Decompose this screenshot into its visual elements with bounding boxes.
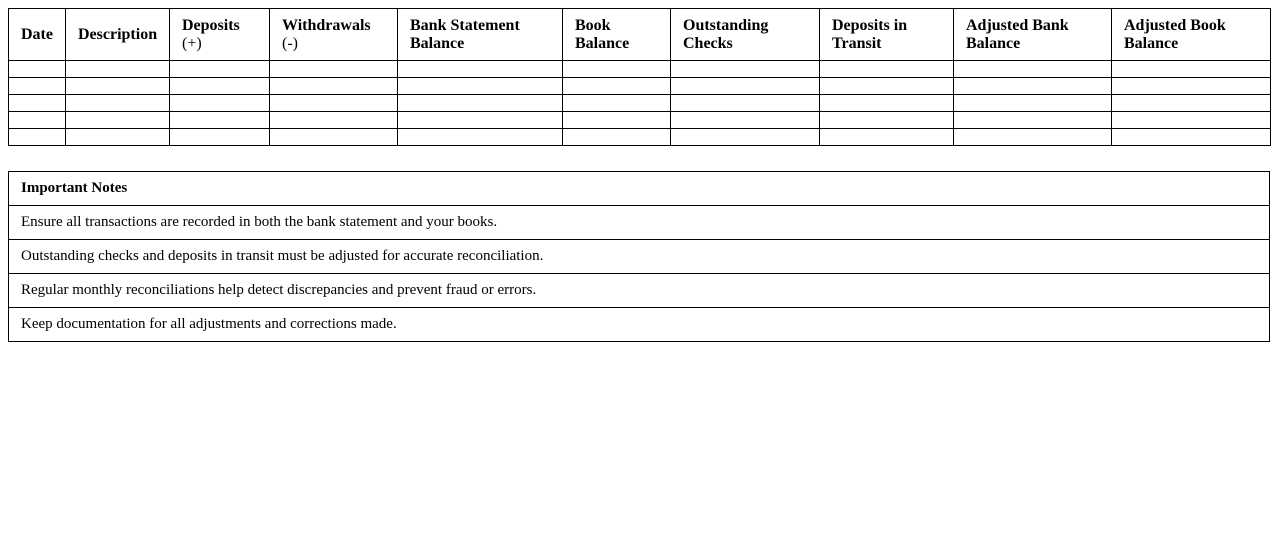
table-cell[interactable] bbox=[270, 112, 398, 129]
header-adjusted-bank-balance-line1: Adjusted Bank bbox=[966, 16, 1069, 34]
table-cell[interactable] bbox=[1112, 129, 1271, 146]
header-book-balance-line1: Book bbox=[575, 16, 611, 34]
note-item: Regular monthly reconciliations help detect discrepancies and prevent fraud or errors. bbox=[9, 274, 1270, 308]
table-cell[interactable] bbox=[270, 95, 398, 112]
header-bank-statement-balance-line1: Bank Statement bbox=[410, 16, 520, 34]
header-book-balance-line2: Balance bbox=[575, 34, 630, 52]
header-description bbox=[66, 9, 170, 61]
table-cell[interactable] bbox=[820, 112, 954, 129]
table-cell[interactable] bbox=[954, 112, 1112, 129]
table-cell[interactable] bbox=[270, 129, 398, 146]
table-cell[interactable] bbox=[563, 61, 671, 78]
notes-table bbox=[8, 171, 1270, 342]
header-deposits-in-transit-line1: Deposits in bbox=[832, 16, 908, 34]
header-deposits-in-transit bbox=[820, 9, 954, 61]
table-cell[interactable] bbox=[820, 61, 954, 78]
header-bank-statement-balance bbox=[398, 9, 563, 61]
header-deposits-label: Deposits bbox=[182, 16, 240, 34]
header-adjusted-book-balance-line1: Adjusted Book bbox=[1124, 16, 1226, 34]
table-cell[interactable] bbox=[170, 78, 270, 95]
header-outstanding-checks-line1: Outstanding bbox=[683, 16, 769, 34]
header-withdrawals bbox=[270, 9, 398, 61]
table-row bbox=[9, 78, 1271, 95]
table-cell[interactable] bbox=[954, 61, 1112, 78]
note-item: Ensure all transactions are recorded in both the bank statement and your books. bbox=[9, 206, 1270, 240]
table-cell[interactable] bbox=[671, 112, 820, 129]
table-cell[interactable] bbox=[270, 61, 398, 78]
table-row bbox=[9, 95, 1271, 112]
table-cell[interactable] bbox=[170, 129, 270, 146]
table-cell[interactable] bbox=[9, 61, 66, 78]
header-bank-statement-balance-line2: Balance bbox=[410, 34, 465, 52]
table-cell[interactable] bbox=[270, 78, 398, 95]
table-cell[interactable] bbox=[563, 78, 671, 95]
header-withdrawals-label: Withdrawals bbox=[282, 16, 371, 34]
header-adjusted-book-balance bbox=[1112, 9, 1271, 61]
table-cell[interactable] bbox=[66, 112, 170, 129]
reconciliation-table bbox=[8, 8, 1271, 146]
header-adjusted-bank-balance-line2: Balance bbox=[966, 34, 1021, 52]
table-row bbox=[9, 129, 1271, 146]
header-withdrawals-sign: (-) bbox=[282, 34, 298, 52]
table-header-row bbox=[9, 9, 1271, 61]
header-outstanding-checks bbox=[671, 9, 820, 61]
table-cell[interactable] bbox=[671, 61, 820, 78]
table-cell[interactable] bbox=[563, 129, 671, 146]
note-item: Outstanding checks and deposits in transit must be adjusted for accurate reconciliation. bbox=[9, 240, 1270, 274]
header-date-label: Date bbox=[21, 25, 53, 43]
table-cell[interactable] bbox=[170, 95, 270, 112]
table-cell[interactable] bbox=[671, 129, 820, 146]
notes-heading: Important Notes bbox=[9, 172, 1270, 206]
table-row bbox=[9, 61, 1271, 78]
header-outstanding-checks-line2: Checks bbox=[683, 34, 733, 52]
table-cell[interactable] bbox=[820, 78, 954, 95]
table-cell[interactable] bbox=[1112, 61, 1271, 78]
notes-heading-row bbox=[9, 172, 1270, 206]
note-row bbox=[9, 274, 1270, 308]
table-cell[interactable] bbox=[671, 95, 820, 112]
table-cell[interactable] bbox=[9, 129, 66, 146]
table-cell[interactable] bbox=[563, 112, 671, 129]
table-cell[interactable] bbox=[398, 112, 563, 129]
table-row bbox=[9, 112, 1271, 129]
header-deposits-in-transit-line2: Transit bbox=[832, 34, 882, 52]
reconciliation-table-body bbox=[9, 61, 1271, 146]
table-cell[interactable] bbox=[170, 61, 270, 78]
note-row bbox=[9, 206, 1270, 240]
table-cell[interactable] bbox=[398, 95, 563, 112]
table-cell[interactable] bbox=[9, 95, 66, 112]
table-cell[interactable] bbox=[66, 61, 170, 78]
table-cell[interactable] bbox=[1112, 78, 1271, 95]
header-date bbox=[9, 9, 66, 61]
table-cell[interactable] bbox=[1112, 95, 1271, 112]
table-cell[interactable] bbox=[563, 95, 671, 112]
table-cell[interactable] bbox=[820, 129, 954, 146]
header-description-label: Description bbox=[78, 25, 158, 43]
table-cell[interactable] bbox=[66, 129, 170, 146]
header-deposits-sign: (+) bbox=[182, 34, 202, 52]
note-row bbox=[9, 308, 1270, 342]
header-book-balance bbox=[563, 9, 671, 61]
header-adjusted-bank-balance bbox=[954, 9, 1112, 61]
note-item: Keep documentation for all adjustments and corrections made. bbox=[9, 308, 1270, 342]
note-row bbox=[9, 240, 1270, 274]
table-cell[interactable] bbox=[820, 95, 954, 112]
table-cell[interactable] bbox=[66, 78, 170, 95]
table-cell[interactable] bbox=[9, 78, 66, 95]
table-cell[interactable] bbox=[398, 61, 563, 78]
table-cell[interactable] bbox=[66, 95, 170, 112]
table-cell[interactable] bbox=[9, 112, 66, 129]
header-adjusted-book-balance-line2: Balance bbox=[1124, 34, 1179, 52]
table-cell[interactable] bbox=[671, 78, 820, 95]
table-cell[interactable] bbox=[170, 112, 270, 129]
header-deposits bbox=[170, 9, 270, 61]
table-cell[interactable] bbox=[1112, 112, 1271, 129]
table-cell[interactable] bbox=[398, 129, 563, 146]
table-cell[interactable] bbox=[954, 95, 1112, 112]
table-cell[interactable] bbox=[954, 78, 1112, 95]
table-cell[interactable] bbox=[398, 78, 563, 95]
table-cell[interactable] bbox=[954, 129, 1112, 146]
